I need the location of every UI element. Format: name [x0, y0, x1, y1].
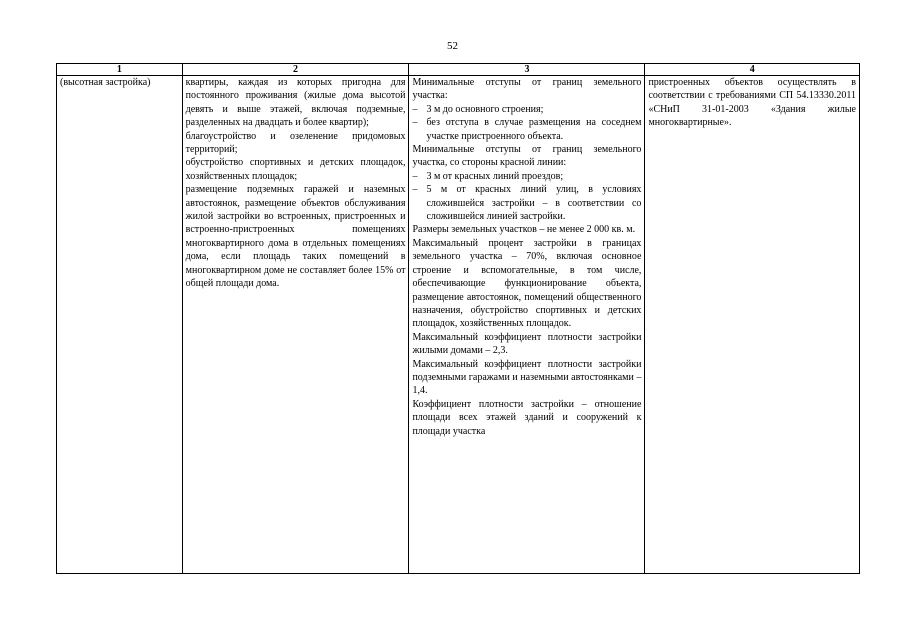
setback-red-item: 5 м от красных линий улиц, в условиях сложившейся застройки – в соответствии со сложившейся линией застройки. [426, 184, 642, 223]
permitted-use-item: обустройство спортивных и детских площадок, хозяйственных площадок; [185, 157, 406, 182]
list-item [412, 116, 641, 143]
parameter-paragraph: Коэффициент плотности застройки – отношение площади всех этажей зданий и сооружений к площади участка [412, 398, 642, 437]
list-item [412, 170, 641, 183]
parameter-paragraph: Размеры земельных участков – не менее 2 000 кв. м. [412, 224, 636, 236]
parameter-paragraph: Максимальный процент застройки в границах земельного участка – 70%, включая основное строение и вспомогательные, в том числе, обеспечивающие функционирование объекта, размещение автостоянок, помещений общественного назначения, обустройство спортивных и детских площадок, хозяйственных площадок. [412, 237, 642, 330]
permitted-use-item: размещение подземных гаражей и наземных автостоянок, размещение объектов обслуживания жилой застройки во встроенных, пристроенных и встроенно-пристроенных помещениях многоквартирного дома в отдельных помещениях дома, если площадь таких помещений в многоквартирном доме не составляет более 15% от общей площади дома. [185, 184, 406, 290]
permitted-use-item: благоустройство и озеленение придомовых территорий; [185, 130, 406, 156]
list-item [412, 103, 641, 116]
zone-name: (высотная застройка) [60, 77, 151, 88]
header-col-1: 1 [57, 64, 183, 76]
cell-permitted-uses [182, 76, 409, 574]
regulation-table [56, 63, 860, 574]
parameter-paragraph: Максимальный коэффициент плотности застройки подземными гаражами и наземными автостоянками – 1,4. [412, 358, 642, 397]
dash-marker: – [412, 170, 418, 182]
cell-parameters [409, 76, 645, 574]
page-number: 52 [447, 40, 458, 52]
header-col-2: 2 [182, 64, 409, 76]
setback-plot-heading: Минимальные отступы от границ земельного участка: [412, 77, 642, 102]
dash-marker: – [412, 103, 418, 115]
header-col-4: 4 [645, 64, 860, 76]
setback-plot-item: без отступа в случае размещения на соседнем участке пристроенного объекта. [426, 117, 642, 142]
dash-marker: – [412, 184, 418, 196]
setback-plot-item: 3 м до основного строения; [426, 103, 544, 115]
restriction-text: пристроенных объектов осуществлять в соответствии с требованиями СП 54.13330.2011 «СНиП 31-01-2003 «Здания жилые многоквартирные». [648, 77, 856, 129]
parameter-paragraph: Максимальный коэффициент плотности застройки жилыми домами – 2,3. [412, 331, 642, 357]
setback-red-heading: Минимальные отступы от границ земельного участка, со стороны красной линии: [412, 144, 642, 169]
setback-red-item: 3 м от красных линий проездов; [426, 170, 564, 182]
table-row [57, 76, 860, 574]
header-row [57, 64, 860, 76]
cell-restrictions [645, 76, 860, 574]
cell-zone-name [57, 76, 183, 574]
header-col-3: 3 [409, 64, 645, 76]
permitted-use-item: квартиры, каждая из которых пригодна для постоянного проживания (жилые дома высотой девять и выше этажей, включая подземные, разделенных на двадцать и более квартир); [185, 77, 406, 129]
dash-marker: – [412, 117, 418, 129]
list-item [412, 183, 641, 223]
